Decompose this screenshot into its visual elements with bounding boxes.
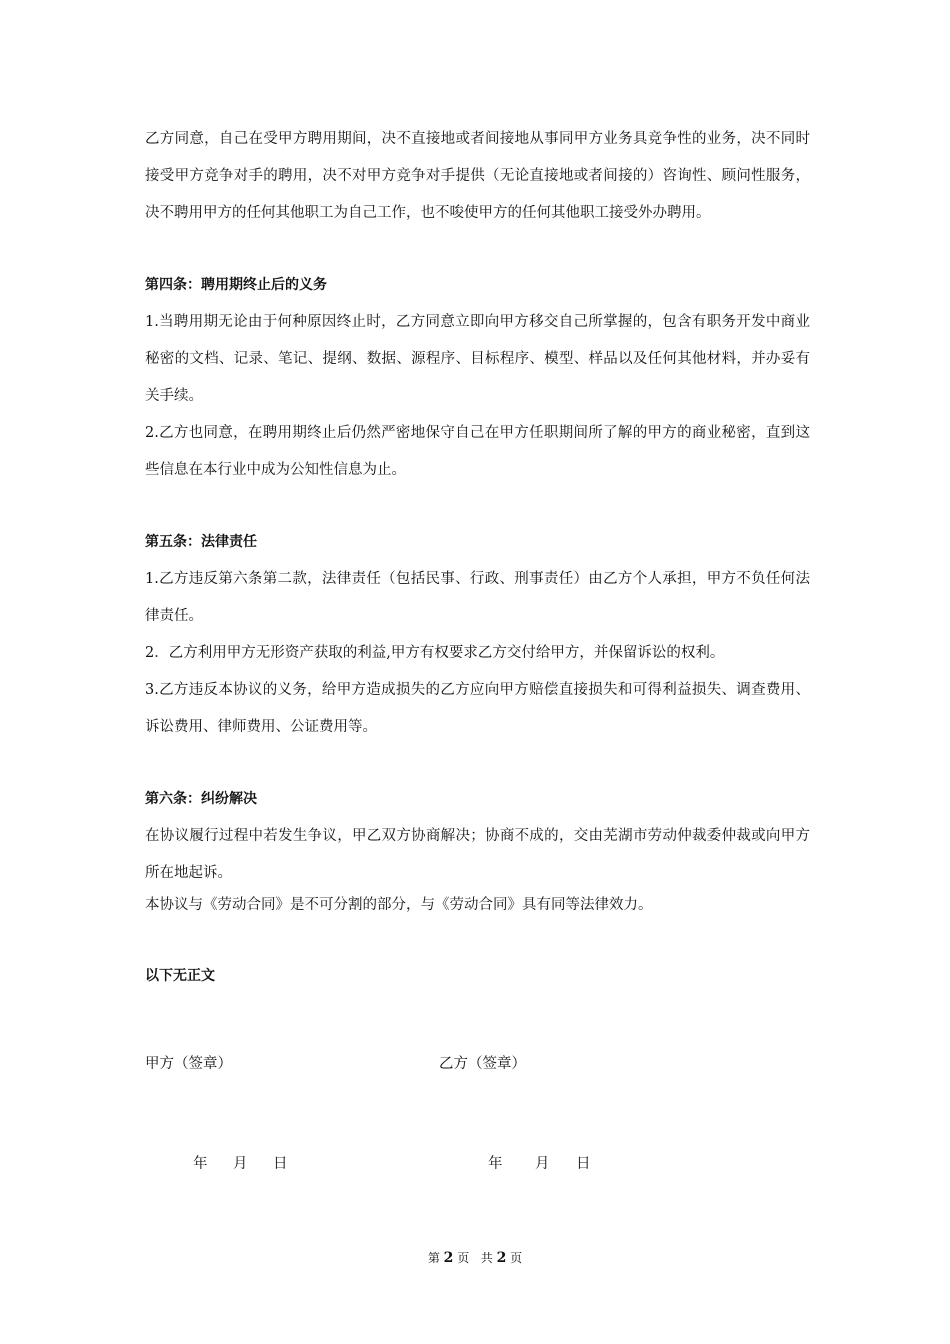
article5-heading: 第五条：法律责任 xyxy=(145,534,257,550)
article4-item-1: 1.当聘用期无论由于何种原因终止时，乙方同意立即向甲方移交自己所掌握的，包含有职务开发中商业秘密的文档、记录、笔记、提纲、数据、源程序、目标程序、模型、样品以及任何其他材料，并办妥有关手续。 xyxy=(145,314,810,404)
article6-item-2: 本协议与《劳动合同》是不可分割的部分，与《劳动合同》具有同等法律效力。 xyxy=(145,897,653,913)
article3-continued-paragraph: 乙方同意，自己在受甲方聘用期间，决不直接地或者间接地从事同甲方业务具竞争性的业务，决不同时接受甲方竞争对手的聘用，决不对甲方竞争对手提供（无论直接地或者间接的）咨询性、顾问性服务，决不聘用甲方的任何其他职工为自己工作，也不唆使甲方的任何其他职工接受外办聘用。 xyxy=(145,131,810,221)
footer-total-suffix: 页 xyxy=(510,1251,523,1265)
party-a-signature-label: 甲方（签章） xyxy=(145,1056,232,1072)
footer-current-page: 2 xyxy=(443,1250,454,1266)
article4-heading: 第四条：聘用期终止后的义务 xyxy=(145,277,327,293)
party-a-day-label: 日 xyxy=(273,1156,288,1172)
party-b-month-label: 月 xyxy=(535,1156,550,1172)
party-a-year-label: 年 xyxy=(193,1156,208,1172)
party-b-day-label: 日 xyxy=(576,1156,591,1172)
page-footer xyxy=(0,1248,950,1268)
footer-prefix: 第 xyxy=(427,1251,440,1265)
party-b-signature-label: 乙方（签章） xyxy=(439,1056,526,1072)
footer-total-prefix: 共 xyxy=(480,1251,493,1265)
article4-item-2: 2.乙方也同意，在聘用期终止后仍然严密地保守自己在甲方任职期间所了解的甲方的商业秘密，直到这些信息在本行业中成为公知性信息为止。 xyxy=(145,425,810,478)
party-b-year-label: 年 xyxy=(488,1156,503,1172)
article5-item-3: 3.乙方违反本协议的义务，给甲方造成损失的乙方应向甲方赔偿直接损失和可得利益损失、调查费用、诉讼费用、律师费用、公证费用等。 xyxy=(145,682,810,735)
end-note: 以下无正文 xyxy=(145,968,215,984)
article6-item-1: 在协议履行过程中若发生争议，甲乙双方协商解决；协商不成的，交由芜湖市劳动仲裁委仲裁或向甲方所在地起诉。 xyxy=(145,828,810,881)
footer-page-word: 页 xyxy=(457,1251,470,1265)
article5-item-1: 1.乙方违反第六条第二款，法律责任（包括民事、行政、刑事责任）由乙方个人承担，甲方不负任何法律责任。 xyxy=(145,571,810,624)
article6-heading: 第六条：纠纷解决 xyxy=(145,791,257,807)
party-a-month-label: 月 xyxy=(233,1156,248,1172)
article5-item-2: 2．乙方利用甲方无形资产获取的利益,甲方有权要求乙方交付给甲方，并保留诉讼的权利。 xyxy=(145,645,725,661)
footer-total-pages: 2 xyxy=(496,1250,507,1266)
document-body xyxy=(145,121,810,995)
